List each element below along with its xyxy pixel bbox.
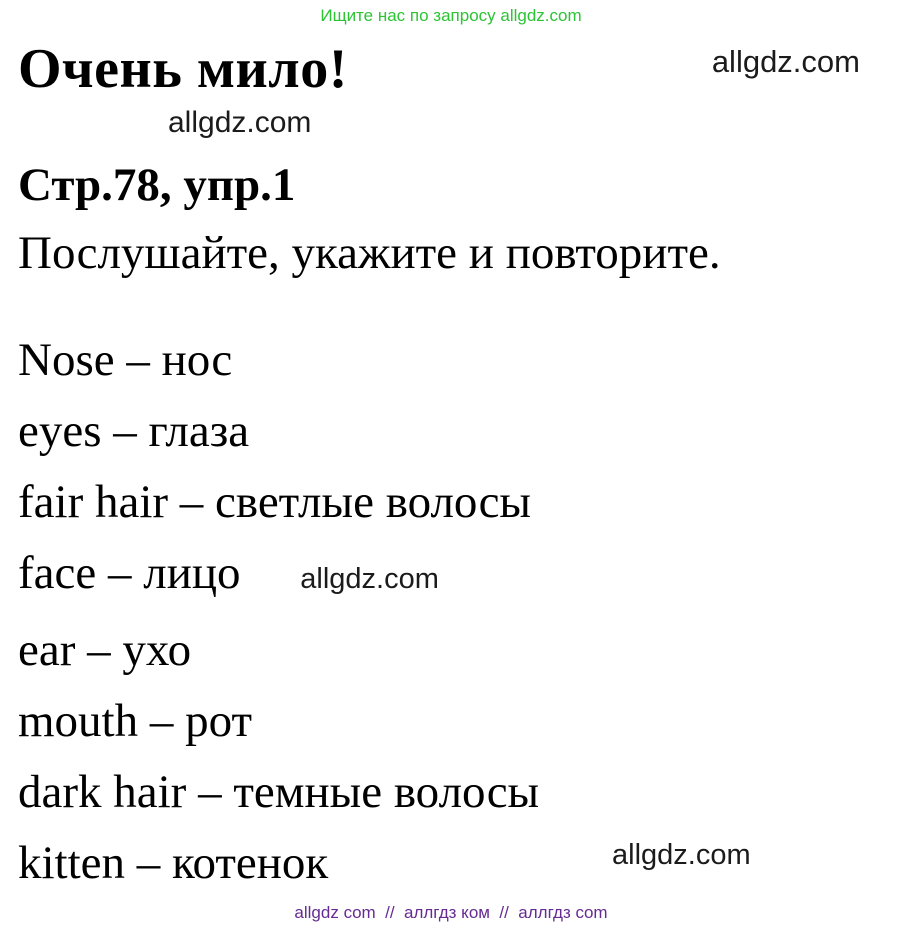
- vocab-item-kitten: [18, 828, 902, 899]
- vocabulary-list: [18, 325, 902, 899]
- vocab-text: Nose – нос: [18, 334, 233, 387]
- watermark-below-title: allgdz.com: [168, 106, 312, 139]
- vocab-item-eyes: [18, 396, 902, 467]
- vocab-text: ear – ухо: [18, 624, 192, 677]
- promo-banner: Ищите нас по запросу allgdz.com: [320, 6, 582, 25]
- vocab-text: dark hair – темные волосы: [18, 766, 540, 819]
- vocab-text: mouth – рот: [18, 695, 253, 748]
- vocab-item-mouth: [18, 686, 902, 757]
- exercise-instruction: Послушайте, укажите и повторите.: [18, 226, 721, 279]
- vocab-item-nose: [18, 325, 902, 396]
- exercise-heading: Стр.78, упр.1: [18, 159, 296, 211]
- vocab-text: fair hair – светлые волосы: [18, 476, 532, 529]
- watermark-beside-kitten: allgdz.com: [612, 839, 751, 872]
- footer-watermark: allgdz com // аллгдз ком // аллгдз com: [294, 903, 608, 923]
- vocab-item-face: [18, 538, 902, 615]
- vocab-text: kitten – котенок: [18, 837, 329, 890]
- watermark-beside-face: allgdz.com: [300, 563, 439, 596]
- vocab-item-dark-hair: [18, 757, 902, 828]
- vocab-item-ear: [18, 615, 902, 686]
- vocab-text: face – лицо: [18, 547, 241, 600]
- vocab-text: eyes – глаза: [18, 405, 250, 458]
- vocab-item-fair-hair: [18, 467, 902, 538]
- title-row: [18, 40, 902, 102]
- page-title: Очень мило!: [18, 38, 348, 100]
- watermark-top-right: allgdz.com: [711, 44, 860, 79]
